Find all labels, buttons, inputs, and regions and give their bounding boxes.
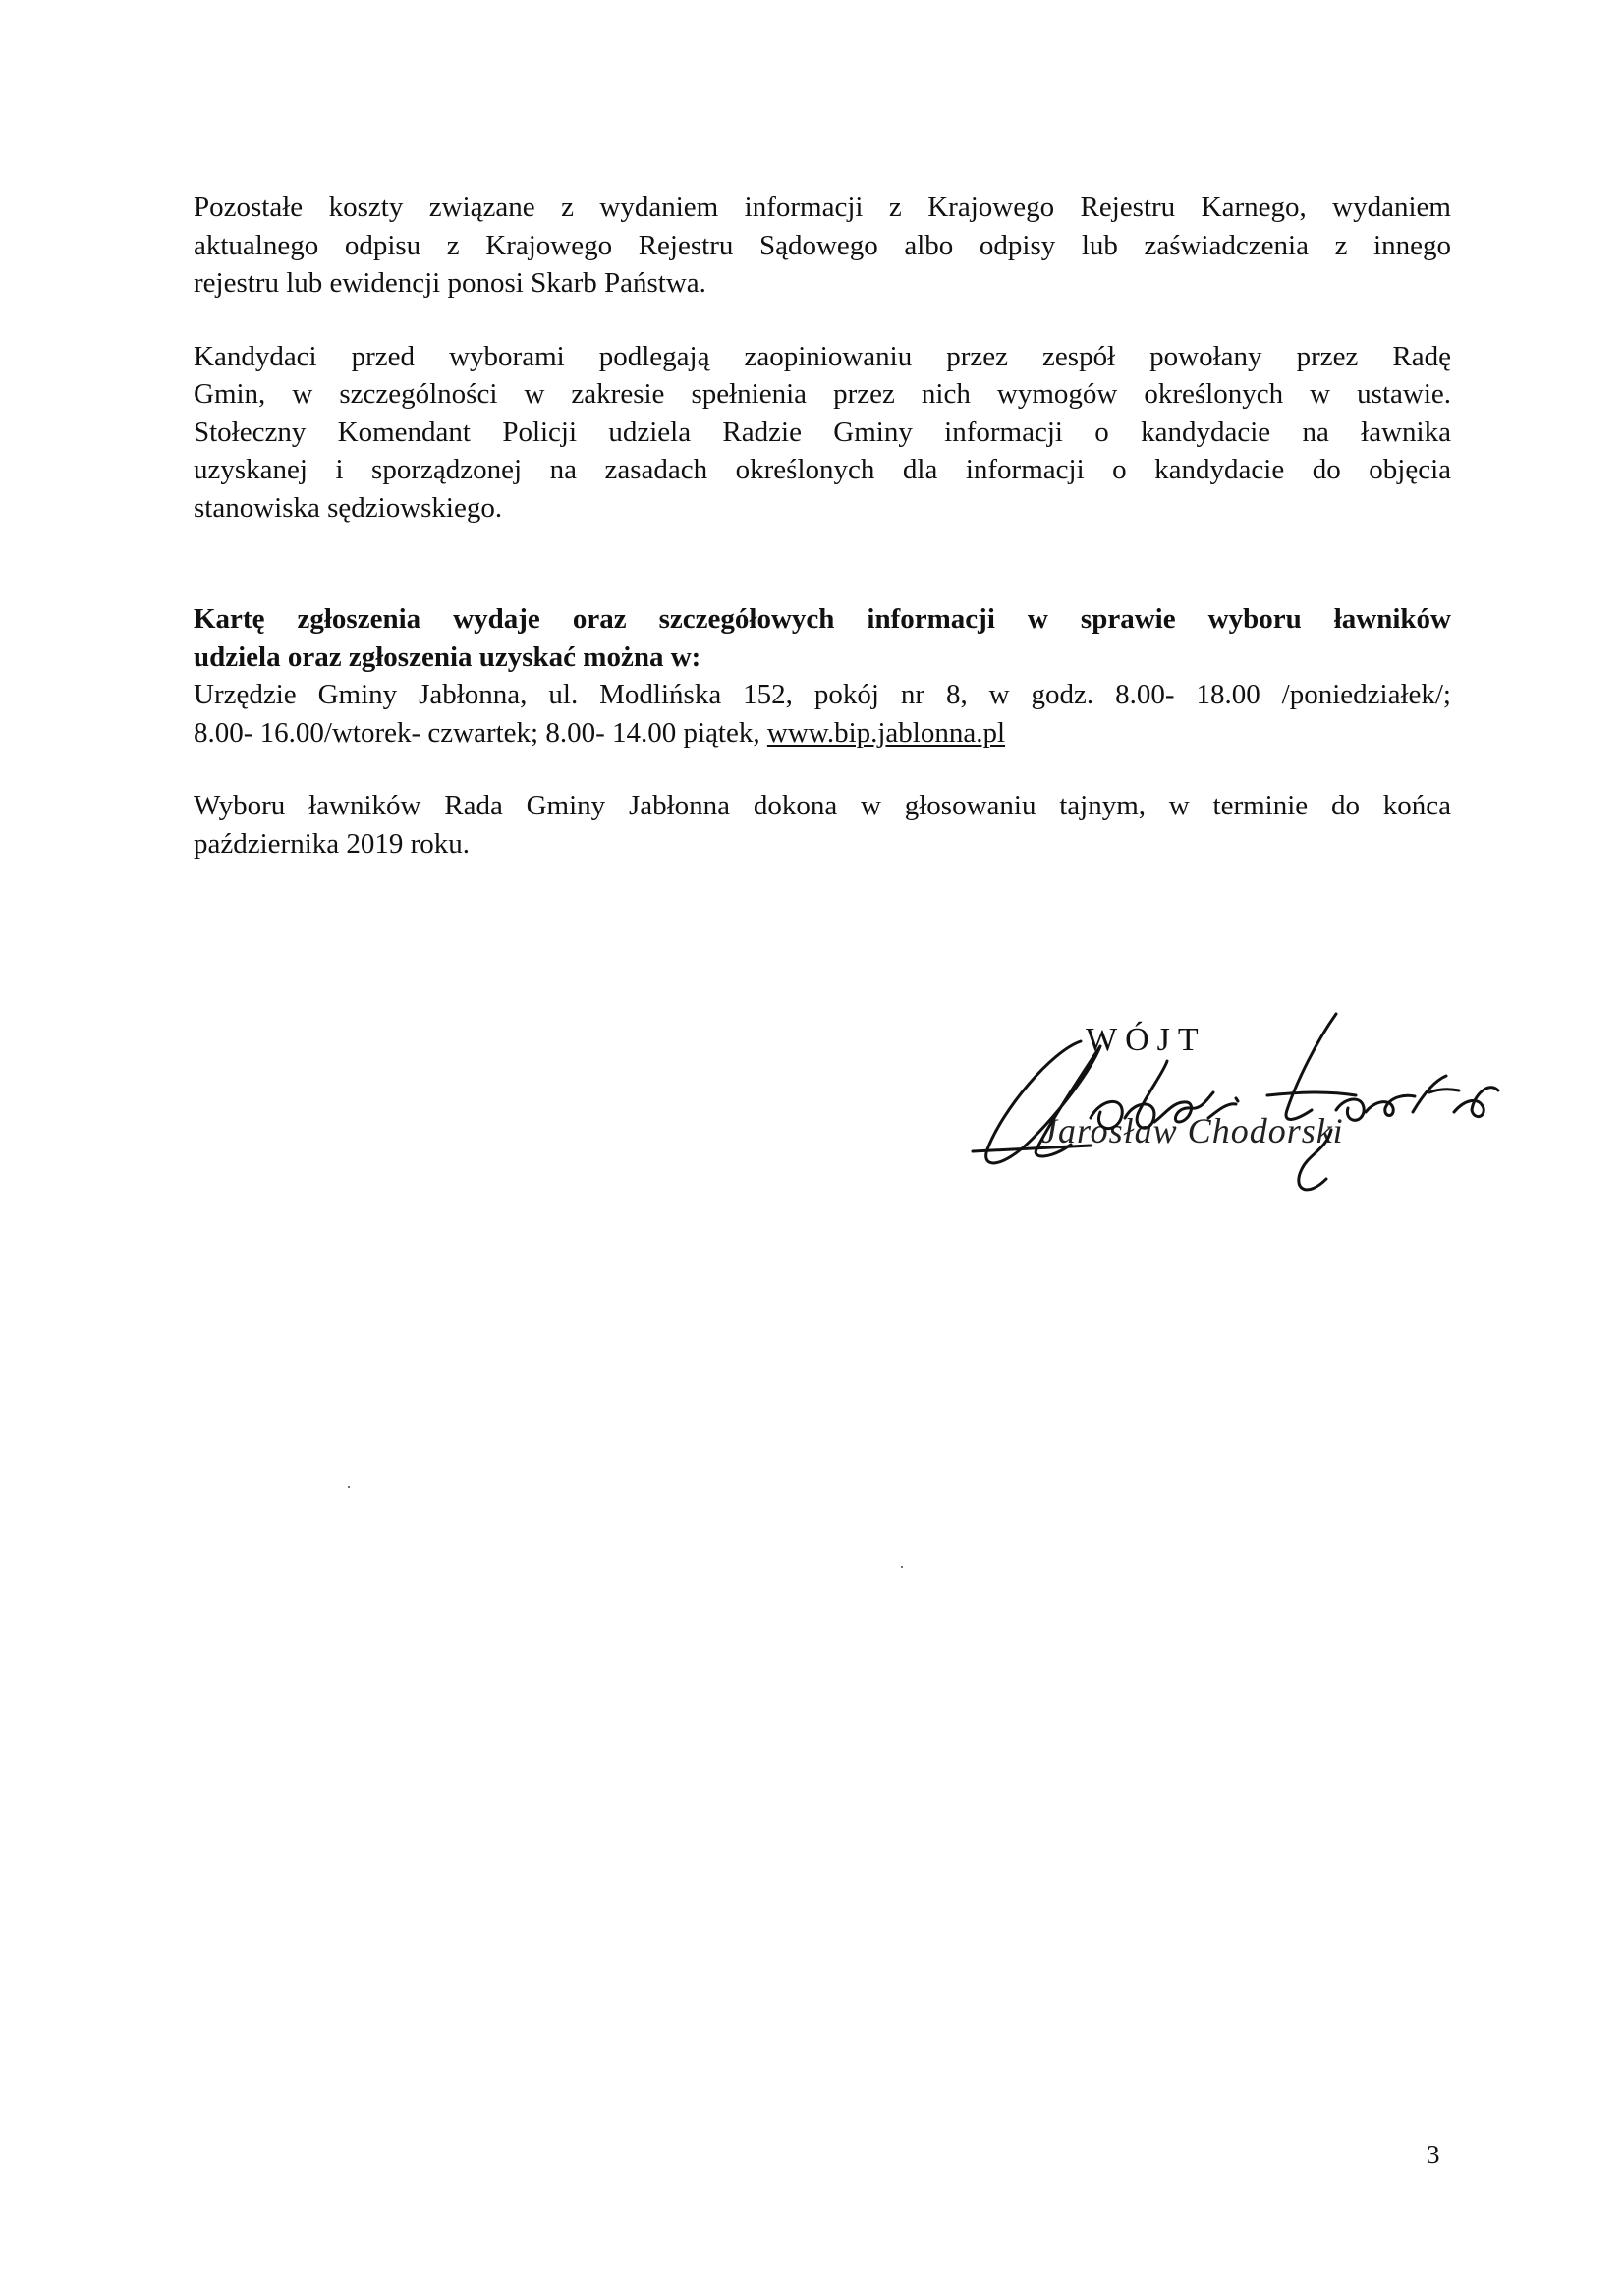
text-line: października 2019 roku. [194,827,471,860]
text-line: uzyskanej i sporządzonej na zasadach określonych dla informacji o kandydacie do objęcia [194,454,1451,485]
text-line: Gmin, w szczególności w zakresie spełnienia przez nich wymogów określonych w ustawie. [194,378,1451,410]
document-body [194,189,1451,863]
stamp-name: Jarosław Chodorski [1041,1111,1344,1150]
text-line: Wyboru ławników Rada Gminy Jabłonna dokona w głosowaniu tajnym, w terminie do końca [194,790,1451,821]
paragraph-candidates [194,338,1451,528]
scan-speck [348,1486,350,1488]
text-line: rejestru lub ewidencji ponosi Skarb Państwa. [194,267,706,299]
paragraph-application-info [194,600,1451,752]
text-line: stanowiska sędziowskiego. [194,491,503,524]
paragraph-costs [194,189,1451,303]
text-line: Pozostałe koszty związane z wydaniem informacji z Krajowego Rejestru Karnego, wydaniem [194,192,1451,223]
hours-text: 8.00- 16.00/wtorek- czwartek; 8.00- 14.00 piątek, [194,716,767,749]
text-line: Urzędzie Gminy Jabłonna, ul. Modlińska 152, pokój nr 8, w godz. 8.00- 18.00 /poniedziałek/; [194,679,1451,710]
signature-title: WÓJT [1086,1022,1206,1058]
text-line: Kandydaci przed wyborami podlegają zaopiniowaniu przez zespół powołany przez Radę [194,340,1451,372]
bip-link[interactable]: www.bip.jablonna.pl [766,716,1006,749]
text-line: aktualnego odpisu z Krajowego Rejestru Sądowego albo odpisy lub zaświadczenia z innego [194,229,1451,261]
scan-speck [901,1566,903,1568]
handwritten-signature [943,1002,1533,1218]
text-line-with-link [194,714,1451,753]
text-line: Stołeczny Komendant Policji udziela Radzie Gminy informacji o kandydacie na ławnika [194,416,1451,448]
bold-text-line: Kartę zgłoszenia wydaje oraz szczegółowych informacji w sprawie wyboru ławników [194,603,1451,635]
page-number: 3 [1427,2140,1440,2169]
bold-text-line: udziela oraz zgłoszenia uzyskać można w: [194,641,701,673]
paragraph-election [194,787,1451,863]
signature-block [943,1002,1533,1218]
